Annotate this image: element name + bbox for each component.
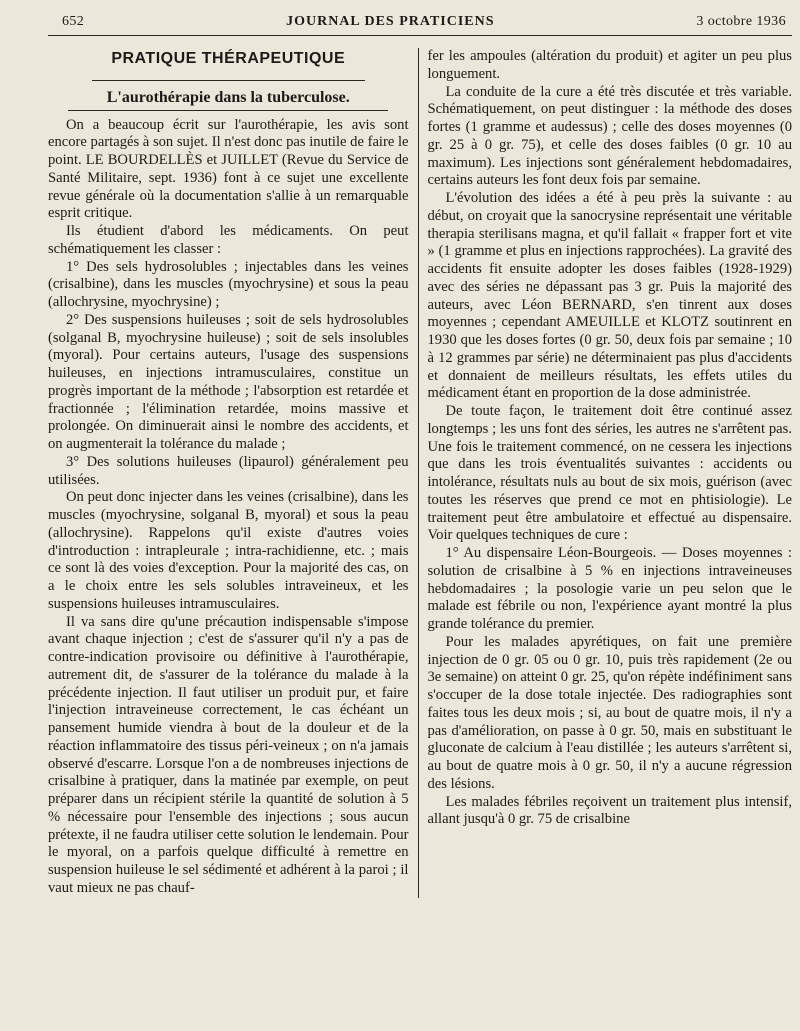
paragraph: L'évolution des idées a été à peu près la suivante : au début, on croyait que la sanocrysine représentait une véritable therapia sterilisans magna, et qu'il fallait « frapper fort et vite » (1 gramme et plus en injections rapprochées). La gravité des accidents fit ensuite adopter les doses faibles (1928-1929) avec des séries ne dépassant pas 3 gr. Puis la majorité des auteurs, avec Léon BERNARD, s'en tinrent aux doses moyennes ; cependant AMEUILLE et KLOTZ soutinrent en 1930 que les doses fortes (0 gr. 50, deux fois par semaine ; 10 à 12 grammes par série) ne déterminaient pas plus d'accidents et donnaient de meilleurs résultats, les effets utiles du médicament étant en proportion de la dose administrée.	[427, 190, 792, 402]
paragraph: La conduite de la cure a été très discutée et très variable. Schématiquement, on peut distinguer : la méthode des doses fortes (1 gramme et audessus) ; celle des doses moyennes (0 gr. 25 à 0 gr. 75), et celle des doses faibles (0 gr. 10 au maximum). Les injections sont généralement hebdomadaires, certains auteurs les font deux fois par semaine.	[427, 83, 792, 189]
article-title-text: L'aurothérapie dans la tuberculose.	[106, 88, 350, 106]
article-title-rule	[68, 110, 388, 111]
paragraph: Ils étudient d'abord les médicaments. On peut schématiquement les classer :	[48, 223, 409, 257]
paragraph: 1° Des sels hydrosolubles ; injectables dans les veines (crisalbine), dans les muscles (myochrysine) et sous la peau (allochrysine, myochrysine) ;	[48, 258, 409, 310]
paragraph: fer les ampoules (altération du produit) et agiter un peu plus longuement.	[427, 48, 792, 82]
section-title: PRATIQUE THÉRAPEUTIQUE	[111, 50, 346, 67]
journal-title: JOURNAL DES PRATICIENS	[286, 14, 495, 29]
paragraph: 2° Des suspensions huileuses ; soit de sels hydrosolubles (solganal B, myochrysine huileuse) ; soit de sels insolubles (myoral). Pour certains auteurs, l'usage des suspensions huileuses, en injections intramusculaires, constitue un progrès important de la méthode ; l'absorption est retardée et fractionnée ; l'élimination retardée, moins massive et prolongée. On diminuerait ainsi le nombre des accidents, et on augmenterait la tolérance du malade ;	[48, 311, 409, 452]
right-column	[419, 48, 793, 898]
paragraph: Pour les malades apyrétiques, on fait une première injection de 0 gr. 05 ou 0 gr. 10, puis très rapidement (2e ou 3e semaine) on atteint 0 gr. 25, qu'on répète indéfiniment sans s'occuper de la dose totale injectée. Des radiographies sont faites tous les deux mois ; si, au bout de quatre mois, il n'y a pas d'amélioration, on passe à 0 gr. 50, mais en substituant le gluconate de calcium à l'eau distillée ; les auteurs s'arrêtent si, au bout de quatre mois à 0 gr. 50, il n'y a aucune régression des lésions.	[427, 633, 792, 792]
two-column-body	[48, 48, 792, 898]
paragraph: On peut donc injecter dans les veines (crisalbine), dans les muscles (myochrysine, solganal B, myoral) et sous la peau (allochrysine). Rappelons qu'il existe d'autres voies d'introduction : intrapleurale ; intra-rachidienne, etc. ; mais ce sont là des voies d'exception. Pour la majorité des cas, on a le choix entre les sels solubles intraveineux, et les suspensions huileuses intramusculaires.	[48, 489, 409, 612]
paragraph: On a beaucoup écrit sur l'aurothérapie, les avis sont encore partagés à son sujet. Il n'est donc pas inutile de faire le point. LE BOURDELLÈS et JUILLET (Revue du Service de Santé Militaire, sept. 1936) font à ce sujet une excellente revue générale où la documentation s'allie à un remarquable esprit critique.	[48, 116, 409, 222]
paragraph: 3° Des solutions huileuses (lipaurol) généralement peu utilisées.	[48, 453, 409, 488]
left-column	[48, 48, 419, 898]
running-header	[48, 14, 792, 36]
article-title	[48, 89, 409, 111]
paragraph: 1° Au dispensaire Léon-Bourgeois. — Doses moyennes : solution de crisalbine à 5 % en injections intraveineuses hebdomadaires ; la posologie varie un peu selon que le malade est fébrile ou non, l'expérience ayant montré la plus grande tolérance du premier.	[427, 545, 792, 632]
page-number: 652	[62, 14, 85, 29]
paragraph: Les malades fébriles reçoivent un traitement plus intensif, allant jusqu'à 0 gr. 75 de crisalbine	[427, 793, 792, 828]
issue-date: 3 octobre 1936	[696, 14, 786, 29]
paragraph: De toute façon, le traitement doit être continué assez longtemps ; les uns font des séries, les autres ne s'arrêtent pas. Une fois le traitement commencé, on ne cessera les injections que dans les trois éventualités suivantes : accidents ou intolérance, résultats nuls au bout de six mois, guérison (avec toutes les réserves que prend ce mot en phtisiologie). Le traitement peut être ambulatoire et effectué au dispensaire. Voir quelques techniques de cure :	[427, 403, 792, 544]
paragraph: Il va sans dire qu'une précaution indispensable s'impose avant chaque injection ; c'est de s'assurer qu'il n'y a pas de contre-indication provisoire ou définitive à l'aurothérapie, autrement dit, de s'assurer de la tolérance du malade à la précédente injection. Il faut utiliser un produit pur, et faire l'injection intraveineuse correctement, le cas échéant un pansement humide viendra à bout de la douleur et de la réaction inflammatoire des tissus péri-veineux ; on n'a jamais observé d'escarre. Lorsque l'on a de nombreuses injections de crisalbine à pratiquer, dans la matinée par exemple, on peut préparer dans un récipient stérile la quantité de solution à 5 % nécessaire pour l'ensemble des injections ; sous aucun prétexte, il ne faudra utiliser cette solution le lendemain. Pour le myoral, on a parfois quelque difficulté à remettre en suspension huileuse le sel sédimenté et adhérent à la paroi ; il vaut mieux ne pas chauf-	[48, 613, 409, 896]
section-rule	[92, 80, 365, 81]
